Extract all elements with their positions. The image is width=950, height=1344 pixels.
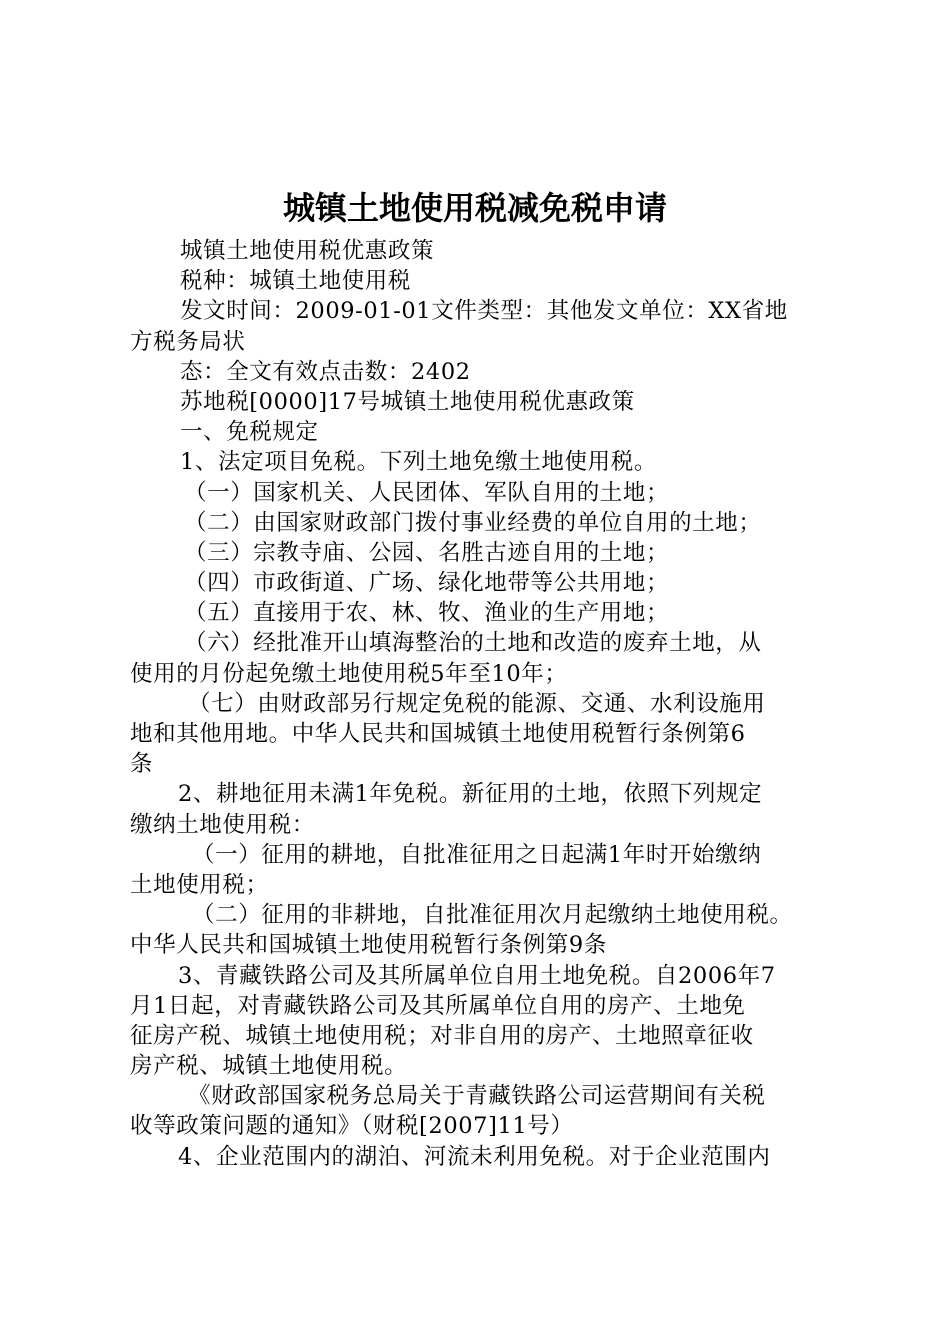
paragraph-line: 方税务局状 <box>130 328 246 355</box>
paragraph-line: （七）由财政部另行规定免税的能源、交通、水利设施用 <box>188 690 766 717</box>
paragraph-line: （二）由国家财政部门拨付事业经费的单位自用的土地； <box>184 509 762 536</box>
paragraph-line: （六）经批准开山填海整治的土地和改造的废弃土地，从 <box>184 630 762 657</box>
document-body <box>130 236 850 1172</box>
paragraph-line: 收等政策问题的通知》（财税[2007]11号） <box>130 1113 574 1140</box>
paragraph-line: （四）市政街道、广场、绿化地带等公共用地； <box>184 570 670 597</box>
paragraph-line: 态：全文有效点击数：2402 <box>180 358 471 385</box>
paragraph-line: 地和其他用地。中华人民共和国城镇土地使用税暂行条例第6 <box>130 721 746 747</box>
paragraph-line: 3、青藏铁路公司及其所属单位自用土地免税。自2006年7 <box>178 962 776 989</box>
paragraph-line: 苏地税[0000]17号城镇土地使用税优惠政策 <box>180 388 635 415</box>
paragraph-line: （一）征用的耕地，自批准征用之日起满1年时开始缴纳 <box>192 841 762 868</box>
paragraph-line: 4、企业范围内的湖泊、河流未利用免税。对于企业范围内 <box>178 1143 771 1170</box>
paragraph-line: 条 <box>130 751 154 778</box>
paragraph-line: 税种：城镇土地使用税 <box>180 268 412 295</box>
paragraph-line: （二）征用的非耕地，自批准征用次月起缴纳土地使用税。 <box>192 902 793 929</box>
paragraph-line: 发文时间：2009-01-01文件类型：其他发文单位：XX省地 <box>180 298 788 325</box>
paragraph-line: 中华人民共和国城镇土地使用税暂行条例第9条 <box>130 932 607 959</box>
paragraph-line: 1、法定项目免税。下列土地免缴土地使用税。 <box>180 449 657 476</box>
paragraph-line: 房产税、城镇土地使用税。 <box>130 1053 408 1080</box>
paragraph-line: 缴纳土地使用税： <box>130 811 315 838</box>
paragraph-line: （一）国家机关、人民团体、军队自用的土地； <box>184 479 670 506</box>
paragraph-line: 《财政部国家税务总局关于青藏铁路公司运营期间有关税 <box>188 1083 766 1110</box>
paragraph-line: 月1日起，对青藏铁路公司及其所属单位自用的房产、土地免 <box>130 992 746 1019</box>
paragraph-line: 使用的月份起免缴土地使用税5年至10年； <box>130 660 568 687</box>
paragraph-line: 城镇土地使用税优惠政策 <box>180 238 435 264</box>
paragraph-line: （五）直接用于农、林、牧、渔业的生产用地； <box>184 600 670 627</box>
paragraph-line: 土地使用税； <box>130 871 269 898</box>
paragraph-line: （三）宗教寺庙、公园、名胜古迹自用的土地； <box>184 539 670 566</box>
paragraph-line: 2、耕地征用未满1年免税。新征用的土地，依照下列规定 <box>178 781 763 808</box>
paragraph-line: 征房产税、城镇土地使用税；对非自用的房产、土地照章征收 <box>130 1022 754 1049</box>
document-title: 城镇土地使用税减免税申请 <box>282 189 667 227</box>
paragraph-line: 一、免税规定 <box>180 419 319 446</box>
